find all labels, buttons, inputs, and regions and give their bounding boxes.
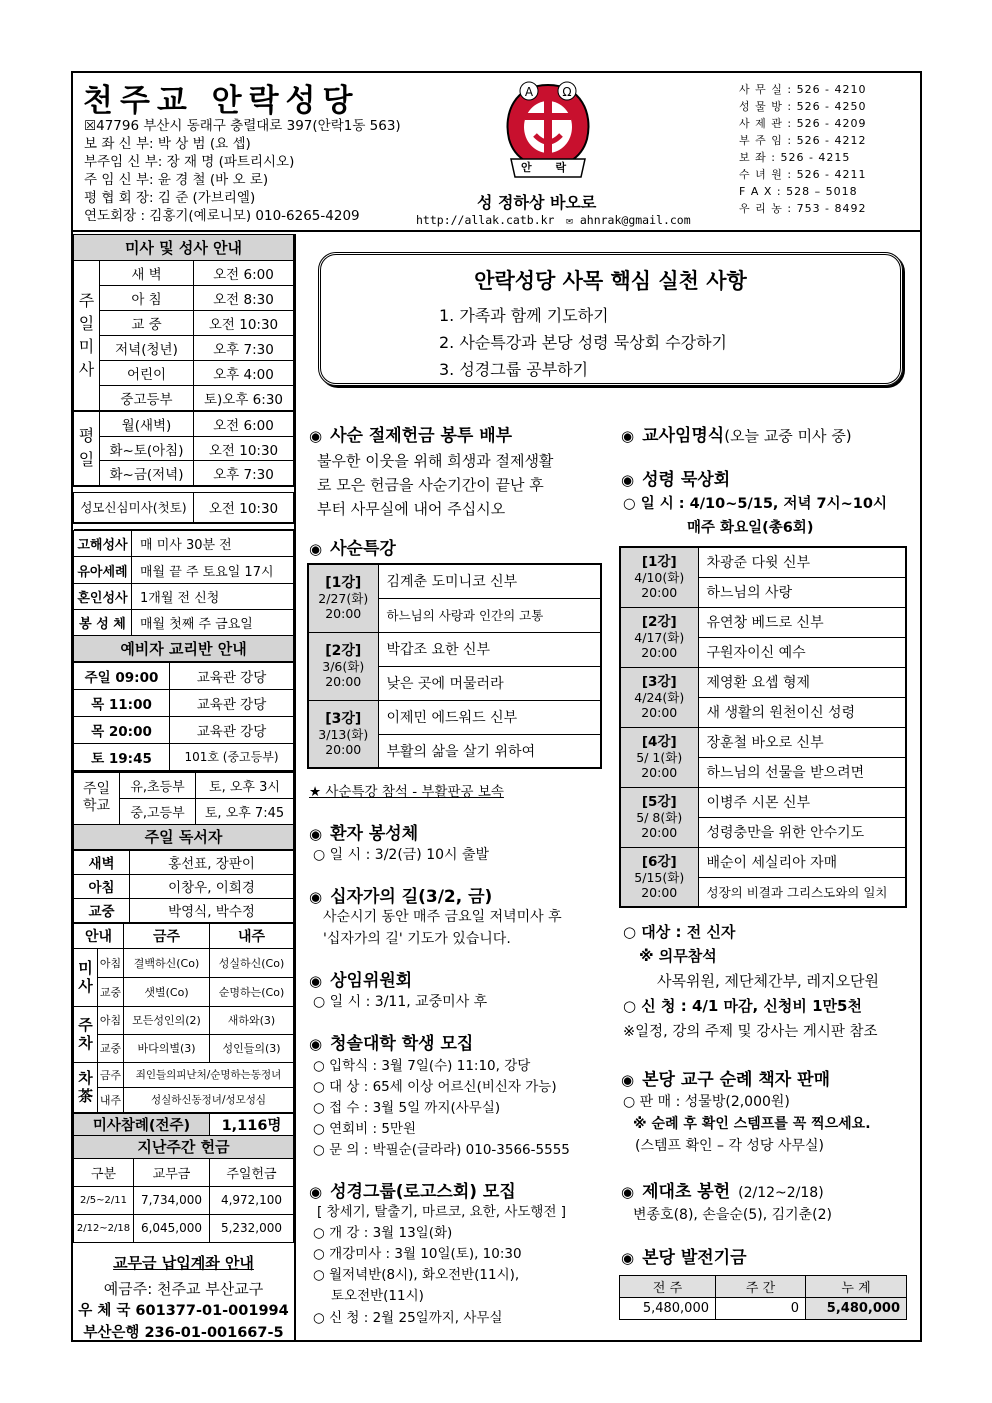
mass-name: 월(새벽) [100, 411, 194, 437]
lecture-date: 4/17(화) [634, 630, 685, 645]
phone-line: 부 주 임 : 526 - 4212 [739, 134, 867, 147]
lecture-topic: 하느님의 사랑 [698, 577, 906, 607]
duty-group-label: 주 차 [74, 1006, 98, 1062]
class-place: 교육관 강당 [170, 690, 294, 717]
college-title: 청솔대학 학생 모집 [330, 1034, 474, 1054]
bible-text: ○ 월저녁반(8시), 화오전반(11시), [313, 1267, 520, 1283]
cross-text: 사순시기 동안 매주 금요일 저녁미사 후 [323, 909, 562, 925]
lecture-no: [2강] [325, 643, 362, 659]
address-line: 연도회장 : 김홍기(예로니모) 010-6265-4209 [84, 208, 360, 224]
lecture-speaker: 박갑조 요한 신부 [378, 632, 601, 666]
bible-text: [ 창세기, 탈출기, 마르코, 요한, 사도행전 ] [317, 1204, 567, 1220]
sick-text: ○ 일 시 : 3/2(금) 10시 출발 [313, 847, 490, 863]
bullet-icon: ◉ [621, 1183, 635, 1201]
sunday-label: 주 일 미 사 [74, 261, 100, 411]
phone-line: 보 좌 : 526 - 4215 [739, 151, 851, 164]
bullet-icon: ◉ [621, 1249, 635, 1267]
offering-sunday: 5,232,000 [210, 1214, 294, 1242]
reader-mass: 교중 [74, 898, 130, 922]
class-time: 목 20:00 [74, 717, 170, 744]
offering-head: 구분 [74, 1158, 134, 1186]
school-time: 토, 오후 3시 [196, 772, 294, 798]
duty-head: 내주 [210, 923, 294, 948]
lecture-meta [620, 847, 698, 907]
offering-sunday: 4,972,100 [210, 1186, 294, 1214]
class-time: 목 11:00 [74, 690, 170, 717]
lecture-date: 4/10(화) [634, 570, 685, 586]
lecture-date: 5/ 1(화) [636, 750, 683, 765]
phone-line: 성 물 방 : 526 - 4250 [739, 100, 867, 113]
spirit-note: 사목위원, 제단체간부, 레지오단원 [657, 972, 879, 990]
duty-this-week: 결백하신(Co) [124, 948, 210, 977]
book-heading [621, 1065, 830, 1090]
offering-head: 주일헌금 [210, 1158, 294, 1186]
bullet-icon: ◉ [309, 427, 323, 445]
readers-title: 주일 독서자 [74, 824, 294, 849]
lecture-time: 20:00 [641, 645, 678, 660]
lecture-date: 5/15(화) [634, 869, 685, 885]
school-time: 토, 오후 7:45 [196, 798, 294, 824]
lecture-speaker: 제영환 요셉 형제 [698, 667, 906, 697]
duty-group-label: 차 茶 [74, 1062, 98, 1112]
lent-note: ★ 사순특강 참석 - 부활판공 보속 [309, 784, 504, 800]
bullet-icon: ◉ [309, 888, 323, 906]
sacrament-name: 유아세례 [74, 557, 132, 584]
account-box [73, 1252, 294, 1344]
lecture-meta [308, 632, 378, 700]
college-text: ○ 연회비 : 5만원 [313, 1121, 416, 1137]
lent-heading [309, 534, 396, 559]
council-title: 상임위원회 [330, 971, 413, 991]
bullet-icon: ◉ [309, 972, 323, 990]
lecture-time: 20:00 [641, 705, 678, 720]
duty-group-label: 미 사 [74, 948, 98, 1006]
mass-name: 교 중 [100, 311, 194, 336]
duty-this-week: 샛별(Co) [124, 977, 210, 1006]
council-heading [309, 966, 412, 991]
mass-name: 저녁(청년) [100, 336, 194, 361]
account-line: 우 체 국 601377-01-001994 [78, 1303, 289, 1319]
account-line: 부산은행 236-01-001667-5 [83, 1325, 284, 1341]
spirit-title: 성령 묵상회 [642, 470, 731, 490]
sacrament-info: 매월 첫째 주 금요일 [132, 610, 294, 636]
fast-text: 불우한 이웃을 위해 희생과 절제생활 [317, 452, 554, 470]
school-group: 중,고등부 [120, 798, 196, 824]
offering-week: 2/12~2/18 [74, 1214, 134, 1242]
bullet-icon: ◉ [309, 825, 323, 843]
duty-next-week: 성실하신(Co) [210, 948, 294, 977]
lecture-no: [4강] [641, 734, 677, 750]
weekday-label: 평 일 [74, 411, 100, 486]
duty-this-week: 모든성인의(2) [124, 1006, 210, 1034]
class-place: 101호 (중고등부) [170, 744, 294, 771]
sick-title: 환자 봉성체 [330, 824, 419, 844]
bible-text: ○ 신 청 : 2월 25일까지, 사무실 [313, 1310, 503, 1326]
spirit-note: ○ 대상 : 전 신자 [623, 923, 736, 941]
lecture-topic: 낮은 곳에 머물러라 [378, 666, 601, 700]
lecture-topic: 새 생활의 원천이신 성령 [698, 697, 906, 727]
fund-title: 본당 발전기금 [642, 1248, 747, 1268]
spirit-note: ○ 신 청 : 4/1 마감, 신청비 1만5천 [623, 997, 862, 1015]
reader-names: 홍선표, 장판이 [130, 850, 294, 874]
reader-names: 박영식, 박수정 [130, 898, 294, 922]
lecture-topic: 구원자이신 예수 [698, 637, 906, 667]
mass-name: 화~금(저녁) [100, 461, 194, 486]
mass-name: 아 침 [100, 286, 194, 311]
lecture-time: 20:00 [641, 825, 678, 840]
account-line: 예금주: 천주교 부산교구 [103, 1280, 264, 1298]
duty-next-week: 새하와(3) [210, 1006, 294, 1034]
duty-this-week: 바다의별(3) [124, 1034, 210, 1062]
offering-tithe: 6,045,000 [134, 1214, 210, 1242]
sacrament-info: 매 미사 30분 전 [132, 531, 294, 557]
sunday-school-table [73, 772, 294, 850]
fast-text: 로 모은 헌금을 사순기간이 끝난 후 [317, 476, 544, 494]
mail-icon: ✉ [566, 213, 580, 227]
class-time: 토 19:45 [74, 744, 170, 771]
teacher-heading [621, 421, 852, 446]
offering-title: 지난주간 헌금 [74, 1135, 294, 1158]
tithe-heading [621, 1177, 824, 1202]
lecture-topic: 성령충만을 위한 안수기도 [698, 817, 906, 847]
college-text: ○ 대 상 : 65세 이상 어르신(비신자 가능) [313, 1079, 557, 1095]
lent-title: 사순특강 [330, 539, 396, 559]
attendance-offering-table [73, 1113, 294, 1243]
lecture-time: 20:00 [325, 674, 362, 689]
tithe-title: 제대초 봉헌 [642, 1182, 731, 1202]
duty-slot: 금주 [98, 1062, 124, 1087]
mass-time: 오전 8:30 [194, 286, 294, 311]
mass-time: 오후 7:30 [194, 336, 294, 361]
mass-time: 토)오후 6:30 [194, 386, 294, 411]
book-title: 본당 교구 순례 책자 판매 [642, 1070, 830, 1090]
lecture-date: 3/6(화) [322, 659, 365, 674]
college-heading [309, 1029, 473, 1054]
sunday-school-label: 주일 학교 [74, 772, 120, 824]
lecture-no: [5강] [641, 794, 677, 810]
lecture-time: 20:00 [641, 765, 678, 780]
lecture-meta [308, 700, 378, 768]
lecture-speaker: 차광준 다윗 신부 [698, 547, 906, 577]
sacraments-table [73, 530, 294, 662]
lecture-no: [2강] [641, 614, 677, 630]
fund-heading [621, 1243, 747, 1268]
sacrament-name: 고해성사 [74, 531, 132, 557]
lecture-time: 20:00 [641, 884, 678, 900]
lecture-time: 20:00 [325, 741, 362, 757]
heart-mass-time: 오전 10:30 [194, 493, 294, 523]
mass-time: 오전 10:30 [194, 437, 294, 461]
attendance-label: 미사참례(전주) [74, 1113, 210, 1135]
duty-next-week: 성인들의(3) [210, 1034, 294, 1062]
patron-saint: 성 정하상 바오로 [477, 193, 597, 212]
book-text: ※ 순례 후 확인 스템프를 꼭 찍으세요. [633, 1116, 871, 1132]
lecture-speaker: 장훈철 바오로 신부 [698, 727, 906, 757]
bible-text: ○ 개 강 : 3월 13일(화) [313, 1225, 453, 1241]
phone-line: 사 무 실 : 526 - 4210 [739, 83, 867, 96]
council-text: ○ 일 시 : 3/11, 교중미사 후 [313, 994, 488, 1010]
spirit-heading [621, 465, 730, 490]
email-text: ahnrak@gmail.com [579, 213, 691, 227]
readers-table [73, 850, 294, 923]
left-sidebar [73, 234, 296, 1340]
reader-names: 이창우, 이희경 [130, 874, 294, 898]
lecture-meta [620, 787, 698, 847]
duty-slot: 아침 [98, 948, 124, 977]
tea-duty: 죄인들의피난처/순명하는동정녀 [124, 1062, 294, 1087]
lecture-topic: 하느님의 선물을 받으려면 [698, 757, 906, 787]
teacher-sub: (오늘 교중 미사 중) [724, 427, 852, 445]
address-line: 보 좌 신 부: 박 상 범 (요 셉) [84, 136, 251, 152]
svg-text:Ω: Ω [562, 85, 572, 99]
fund-value: 5,480,000 [620, 1298, 716, 1320]
lecture-meta [620, 667, 698, 727]
address-line: 평 협 회 장: 김 준 (가브리엘) [84, 190, 256, 206]
mass-name: 어린이 [100, 361, 194, 386]
lecture-topic: 부활의 삶을 살기 위하여 [378, 734, 601, 768]
school-group: 유,초등부 [120, 772, 196, 798]
duty-next-week: 순명하는(Co) [210, 977, 294, 1006]
bullet-icon: ◉ [621, 471, 635, 489]
svg-text:A: A [524, 85, 534, 99]
lecture-time: 20:00 [641, 585, 678, 601]
duty-slot: 교중 [98, 1034, 124, 1062]
fund-value: 5,480,000 [806, 1298, 907, 1320]
sacrament-info: 매월 끝 주 토요일 17시 [132, 557, 294, 584]
spirit-lecture-table [619, 546, 907, 908]
bullet-icon: ◉ [621, 1071, 635, 1089]
college-text: ○ 문 의 : 박필순(글라라) 010-3566-5555 [313, 1142, 570, 1158]
fund-head: 전 주 [620, 1276, 716, 1298]
class-place: 교육관 강당 [170, 663, 294, 690]
bible-text: ○ 개강미사 : 3월 10일(토), 10:30 [313, 1246, 522, 1262]
lecture-date: 2/27(화) [318, 591, 369, 607]
lecture-no: [1강] [641, 554, 677, 571]
lecture-date: 3/13(화) [318, 726, 369, 742]
lecture-meta [620, 607, 698, 667]
lecture-date: 5/ 8(화) [636, 810, 683, 825]
email-link[interactable] [566, 213, 691, 227]
cross-text: '십자가의 길' 기도가 있습니다. [323, 931, 511, 947]
lecture-speaker: 이병주 시몬 신부 [698, 787, 906, 817]
mass-name: 새 벽 [100, 261, 194, 286]
duty-table [73, 923, 294, 1113]
mass-name: 화~토(아침) [100, 437, 194, 461]
mass-schedule-table [73, 234, 294, 530]
spirit-date: ○ 일 시 : 4/10~5/15, 저녁 7시~10시 [623, 496, 887, 512]
catechumen-title: 예비자 교리반 안내 [74, 636, 294, 662]
bulletin-frame [71, 71, 922, 1342]
teacher-title: 교사임명식 [642, 426, 725, 446]
lecture-time: 20:00 [325, 606, 362, 622]
lent-lecture-table [307, 563, 602, 769]
lecture-date: 4/24(화) [634, 690, 685, 705]
motto-item: 3. 성경그룹 공부하기 [439, 360, 589, 379]
motto-item: 2. 사순특강과 본당 성령 묵상회 수강하기 [439, 333, 727, 352]
duty-slot: 내주 [98, 1087, 124, 1112]
duty-slot: 교중 [98, 977, 124, 1006]
bible-text: 토오전반(11시) [331, 1288, 424, 1304]
lecture-topic: 성장의 비결과 그리스도와의 일치 [698, 877, 906, 907]
mass-name: 중고등부 [100, 386, 194, 411]
duty-head: 금주 [124, 923, 210, 948]
college-text: ○ 입학식 : 3월 7일(수) 11:10, 강당 [313, 1058, 531, 1074]
lecture-speaker: 배순이 세실리아 자매 [698, 847, 906, 877]
lecture-speaker: 유연창 베드로 신부 [698, 607, 906, 637]
lecture-meta [308, 564, 378, 632]
bullet-icon: ◉ [621, 427, 635, 445]
fast-heading [309, 421, 512, 446]
address-line: 부주임 신 부: 장 재 명 (파트리시오) [84, 154, 295, 170]
bullet-icon: ◉ [309, 1183, 323, 1201]
phone-line: 사 제 관 : 526 - 4209 [739, 117, 867, 130]
sacrament-name: 봉 성 체 [74, 610, 132, 636]
sacrament-info: 1개월 전 신청 [132, 584, 294, 610]
spirit-note: ※ 의무참석 [639, 947, 717, 965]
duty-head: 안내 [74, 923, 124, 948]
lecture-no: [3강] [641, 674, 677, 690]
class-time: 주일 09:00 [74, 663, 170, 690]
lecture-speaker: 이제민 에드워드 신부 [378, 700, 601, 734]
spirit-note: ※일정, 강의 주제 및 강사는 게시판 참조 [623, 1024, 878, 1040]
fund-head: 주 간 [716, 1276, 806, 1298]
fast-title: 사순 절제헌금 봉투 배부 [330, 426, 513, 446]
bible-heading [309, 1177, 516, 1202]
address-line: ☒47796 부산시 동래구 충렬대로 397(안락1동 563) [84, 118, 401, 134]
catechumen-table [73, 662, 294, 772]
offering-head: 교무금 [134, 1158, 210, 1186]
offering-tithe: 7,734,000 [134, 1186, 210, 1214]
fund-table [619, 1275, 907, 1320]
bullet-icon: ◉ [309, 540, 323, 558]
fund-head: 누 계 [806, 1276, 907, 1298]
lecture-meta [620, 727, 698, 787]
fund-value: 0 [716, 1298, 806, 1320]
mass-time: 오전 10:30 [194, 311, 294, 336]
sacrament-name: 혼인성사 [74, 584, 132, 610]
account-title: 교무금 납입계좌 안내 [113, 1254, 254, 1272]
mass-time: 오전 6:00 [194, 261, 294, 286]
lecture-meta [620, 547, 698, 607]
book-text: (스템프 확인 – 각 성당 사무실) [635, 1138, 824, 1154]
lecture-no: [1강] [325, 575, 362, 592]
motto-title: 안락성당 사목 핵심 실천 사항 [474, 269, 747, 293]
mass-time: 오후 4:00 [194, 361, 294, 386]
tithe-date: (2/12~2/18) [738, 1185, 824, 1201]
website-link[interactable]: http://allak.catb.kr [416, 213, 555, 227]
cross-title: 십자가의 길(3/2, 금) [330, 887, 493, 907]
pastoral-motto-box [318, 252, 903, 386]
sick-heading [309, 819, 418, 844]
cross-heading [309, 882, 492, 907]
phone-line: F A X : 528 – 5018 [739, 185, 858, 198]
book-text: ○ 판 매 : 성물방(2,000원) [623, 1094, 790, 1110]
lecture-no: [6강] [641, 853, 677, 870]
spirit-date: 매주 화요일(총6회) [687, 520, 814, 536]
header [73, 73, 920, 232]
mass-title: 미사 및 성사 안내 [74, 235, 294, 261]
logo-text: 안 락 [521, 161, 577, 174]
tithe-text: 변종호(8), 손을순(5), 김기춘(2) [633, 1207, 833, 1223]
bullet-icon: ◉ [309, 1035, 323, 1053]
class-place: 교육관 강당 [170, 717, 294, 744]
parish-title: 천주교 안락성당 [83, 83, 360, 119]
reader-mass: 아침 [74, 874, 130, 898]
address-line: 주 임 신 부: 윤 경 철 (바 오 로) [84, 172, 269, 188]
bible-title: 성경그룹(로고스회) 모집 [330, 1182, 516, 1202]
lecture-no: [3강] [325, 710, 362, 727]
fast-text: 부터 사무실에 내어 주십시오 [317, 500, 506, 518]
phone-line: 우 리 농 : 753 - 8492 [739, 202, 867, 215]
phone-line: 수 녀 원 : 526 - 4211 [739, 168, 867, 181]
mass-time: 오후 7:30 [194, 461, 294, 486]
lecture-speaker: 김계춘 도미니코 신부 [378, 564, 601, 598]
motto-item: 1. 가족과 함께 기도하기 [439, 306, 609, 325]
heart-mass-name: 성모신심미사(첫토) [74, 493, 194, 523]
duty-slot: 아침 [98, 1006, 124, 1034]
college-text: ○ 접 수 : 3월 5일 까지(사무실) [313, 1100, 501, 1116]
mass-time: 오전 6:00 [194, 411, 294, 437]
attendance-value: 1,116명 [210, 1113, 294, 1135]
reader-mass: 새벽 [74, 850, 130, 874]
offering-week: 2/5~2/11 [74, 1186, 134, 1214]
tea-duty: 성실하신동정녀/성모성심 [124, 1087, 294, 1112]
lecture-topic: 하느님의 사랑과 인간의 고통 [378, 598, 601, 632]
